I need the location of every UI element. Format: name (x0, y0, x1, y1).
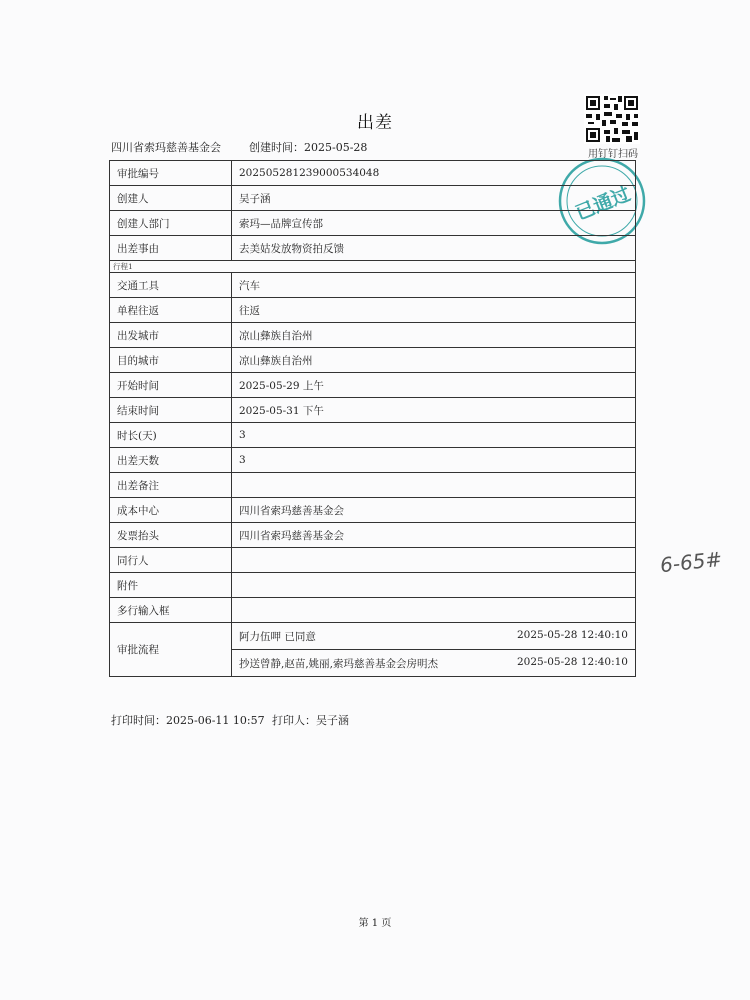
field-label: 单程往返 (110, 298, 232, 323)
print-time-value: 2025-06-11 10:57 (166, 714, 265, 727)
table-row (110, 548, 636, 573)
table-row (110, 423, 636, 448)
print-time (111, 712, 265, 728)
field-value: 往返 (232, 298, 636, 323)
printer-label: 打印人： (272, 714, 316, 727)
table-row (110, 211, 636, 236)
field-label: 成本中心 (110, 498, 232, 523)
field-value (232, 573, 636, 598)
field-label: 出差备注 (110, 473, 232, 498)
table-row (110, 161, 636, 186)
table-row (110, 498, 636, 523)
field-label: 审批编号 (110, 161, 232, 186)
page-number: 第 1 页 (358, 918, 392, 929)
created-time (249, 139, 367, 155)
field-value: 3 (232, 423, 636, 448)
stamp-text: 已通过 (572, 182, 634, 225)
field-value: 去美姑发放物资拍反馈 (232, 236, 636, 261)
field-value: 凉山彝族自治州 (232, 348, 636, 373)
table-row (110, 398, 636, 423)
field-value: 索玛—品牌宣传部 (232, 211, 636, 236)
printer-value: 吴子涵 (316, 714, 349, 727)
approval-step (232, 650, 636, 677)
approval-step (232, 623, 636, 650)
table-row (110, 373, 636, 398)
approval-step-text: 阿力伍呷 已同意 (239, 630, 316, 643)
field-value: 四川省索玛慈善基金会 (232, 523, 636, 548)
table-row (110, 273, 636, 298)
table-row (110, 186, 636, 211)
field-label: 同行人 (110, 548, 232, 573)
field-value: 2025-05-29 上午 (232, 373, 636, 398)
field-label: 出差天数 (110, 448, 232, 473)
field-value (232, 598, 636, 623)
field-value: 汽车 (232, 273, 636, 298)
section-row (110, 261, 636, 273)
approval-step-text: 抄送曾静,赵苗,姚丽,索玛慈善基金会房明杰 (239, 657, 439, 670)
field-label: 多行输入框 (110, 598, 232, 623)
field-value: 3 (232, 448, 636, 473)
field-label: 创建人 (110, 186, 232, 211)
approval-step-row (110, 623, 636, 650)
approval-label: 审批流程 (110, 623, 232, 677)
field-label: 目的城市 (110, 348, 232, 373)
qr-code-icon (584, 94, 640, 144)
organization-name: 四川省索玛慈善基金会 (111, 141, 221, 154)
document-title: 出差 (357, 113, 393, 133)
field-label: 出差事由 (110, 236, 232, 261)
field-label: 创建人部门 (110, 211, 232, 236)
field-label: 发票抬头 (110, 523, 232, 548)
print-time-label: 打印时间： (111, 714, 166, 727)
field-value: 吴子涵 (232, 186, 636, 211)
section-label: 行程1 (110, 261, 636, 273)
field-label: 附件 (110, 573, 232, 598)
table-row (110, 598, 636, 623)
field-value (232, 473, 636, 498)
table-row (110, 236, 636, 261)
approval-step-time: 2025-05-28 12:40:10 (516, 655, 628, 668)
handwritten-note: 6-65# (658, 546, 724, 578)
table-row (110, 523, 636, 548)
created-time-value: 2025-05-28 (304, 141, 368, 154)
table-row (110, 323, 636, 348)
field-label: 出发城市 (110, 323, 232, 348)
table-row (110, 448, 636, 473)
qr-caption: 用钉钉扫码 (588, 149, 638, 160)
approval-form-table (109, 160, 636, 677)
field-value: 202505281239000534048 (232, 161, 636, 186)
field-value (232, 548, 636, 573)
field-value: 四川省索玛慈善基金会 (232, 498, 636, 523)
printer (272, 712, 349, 728)
approval-step-time: 2025-05-28 12:40:10 (516, 628, 628, 641)
field-label: 交通工具 (110, 273, 232, 298)
field-label: 时长(天) (110, 423, 232, 448)
table-row (110, 473, 636, 498)
table-row (110, 348, 636, 373)
field-value: 凉山彝族自治州 (232, 323, 636, 348)
created-time-label: 创建时间： (249, 141, 304, 154)
field-label: 结束时间 (110, 398, 232, 423)
field-label: 开始时间 (110, 373, 232, 398)
table-row (110, 573, 636, 598)
table-row (110, 298, 636, 323)
field-value: 2025-05-31 下午 (232, 398, 636, 423)
